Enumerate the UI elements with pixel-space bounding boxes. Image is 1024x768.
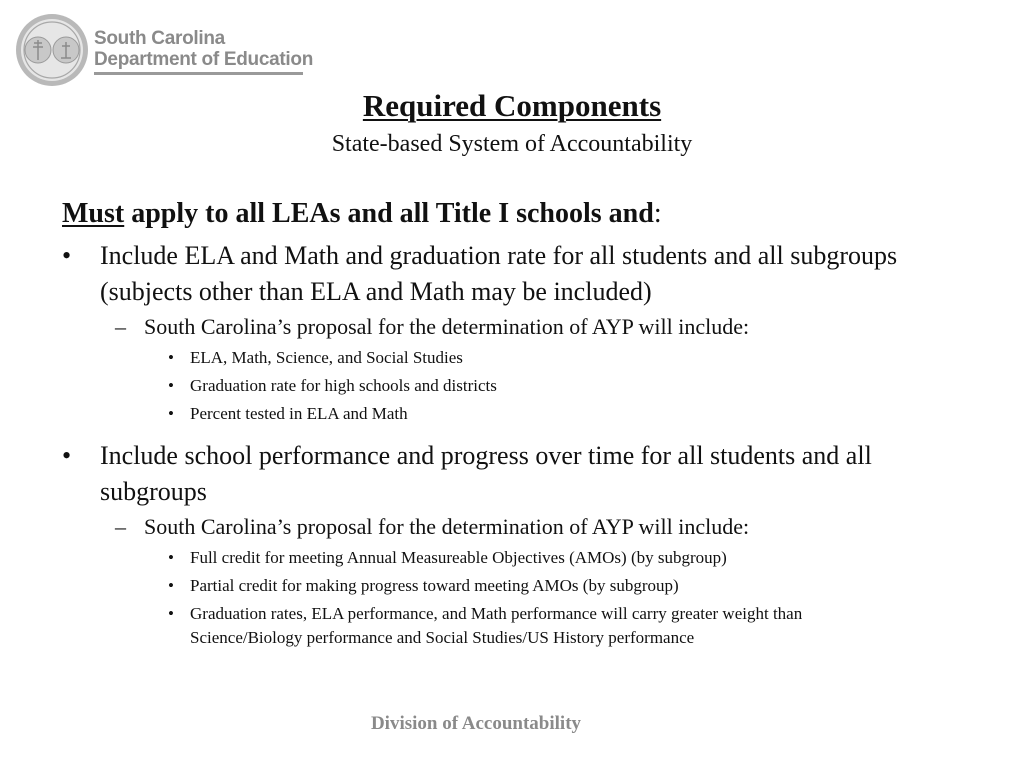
footer-division bbox=[0, 713, 1024, 735]
detail-item bbox=[62, 346, 910, 370]
state-seal-icon bbox=[14, 12, 90, 88]
heading-colon: : bbox=[653, 198, 662, 229]
bullet-marker: • bbox=[62, 241, 72, 270]
section-heading bbox=[62, 196, 982, 232]
logo-line-state: South Carolina bbox=[94, 28, 225, 49]
sub-bullet-text: South Carolina’s proposal for the determination of AYP will include: bbox=[144, 314, 750, 339]
footer-text: Division of Accountability bbox=[370, 713, 582, 734]
detail-marker: • bbox=[168, 404, 174, 423]
detail-marker: • bbox=[168, 548, 174, 567]
dash-marker: – bbox=[115, 514, 126, 539]
bullet-text-part-b: subjects other than ELA and Math may be included) bbox=[108, 277, 652, 306]
detail-text: Full credit for meeting Annual Measureable Objectives (AMOs) (by subgroup) bbox=[190, 548, 727, 567]
detail-text: ELA, Math, Science, and Social Studies bbox=[190, 348, 463, 367]
detail-item bbox=[62, 546, 910, 570]
detail-marker: • bbox=[168, 376, 174, 395]
detail-item bbox=[62, 602, 910, 650]
slide-title: Required Components bbox=[362, 88, 662, 123]
detail-item bbox=[62, 374, 910, 398]
detail-text: Graduation rates, ELA performance, and Math performance will carry greater weight than Science/Biology performance and Social Studies/US History performance bbox=[190, 604, 803, 647]
bullet-item bbox=[62, 238, 982, 310]
sub-bullet-item bbox=[62, 512, 982, 542]
bullet-text: Include school performance and progress over time for all students and all subgroups bbox=[100, 441, 872, 506]
detail-marker: • bbox=[168, 604, 174, 623]
detail-text: Percent tested in ELA and Math bbox=[190, 404, 408, 423]
sub-bullet-text: South Carolina’s proposal for the determination of AYP will include: bbox=[144, 514, 750, 539]
detail-item bbox=[62, 402, 910, 426]
logo-line-department: Department of Education bbox=[94, 49, 314, 70]
slide-body bbox=[62, 196, 982, 650]
heading-must: Must bbox=[62, 198, 125, 229]
sc-doe-logo bbox=[14, 12, 314, 88]
dash-marker: – bbox=[115, 314, 126, 339]
sub-bullet-item bbox=[62, 312, 982, 342]
detail-text: Graduation rate for high schools and districts bbox=[190, 376, 497, 395]
logo-wordmark bbox=[94, 28, 314, 70]
bullet-marker: • bbox=[62, 441, 72, 470]
logo-divider bbox=[94, 72, 303, 75]
slide-subtitle: State-based System of Accountability bbox=[331, 131, 693, 157]
detail-text: Partial credit for making progress toward meeting AMOs (by subgroup) bbox=[190, 576, 679, 595]
bullet-text-part-a: Include ELA and Math and graduation rate for all students and all subgroups ( bbox=[100, 241, 898, 306]
detail-item bbox=[62, 574, 910, 598]
bullet-item bbox=[62, 438, 982, 510]
detail-marker: • bbox=[168, 348, 174, 367]
heading-text: apply to all LEAs and all Title I schools and bbox=[131, 198, 654, 229]
detail-marker: • bbox=[168, 576, 174, 595]
